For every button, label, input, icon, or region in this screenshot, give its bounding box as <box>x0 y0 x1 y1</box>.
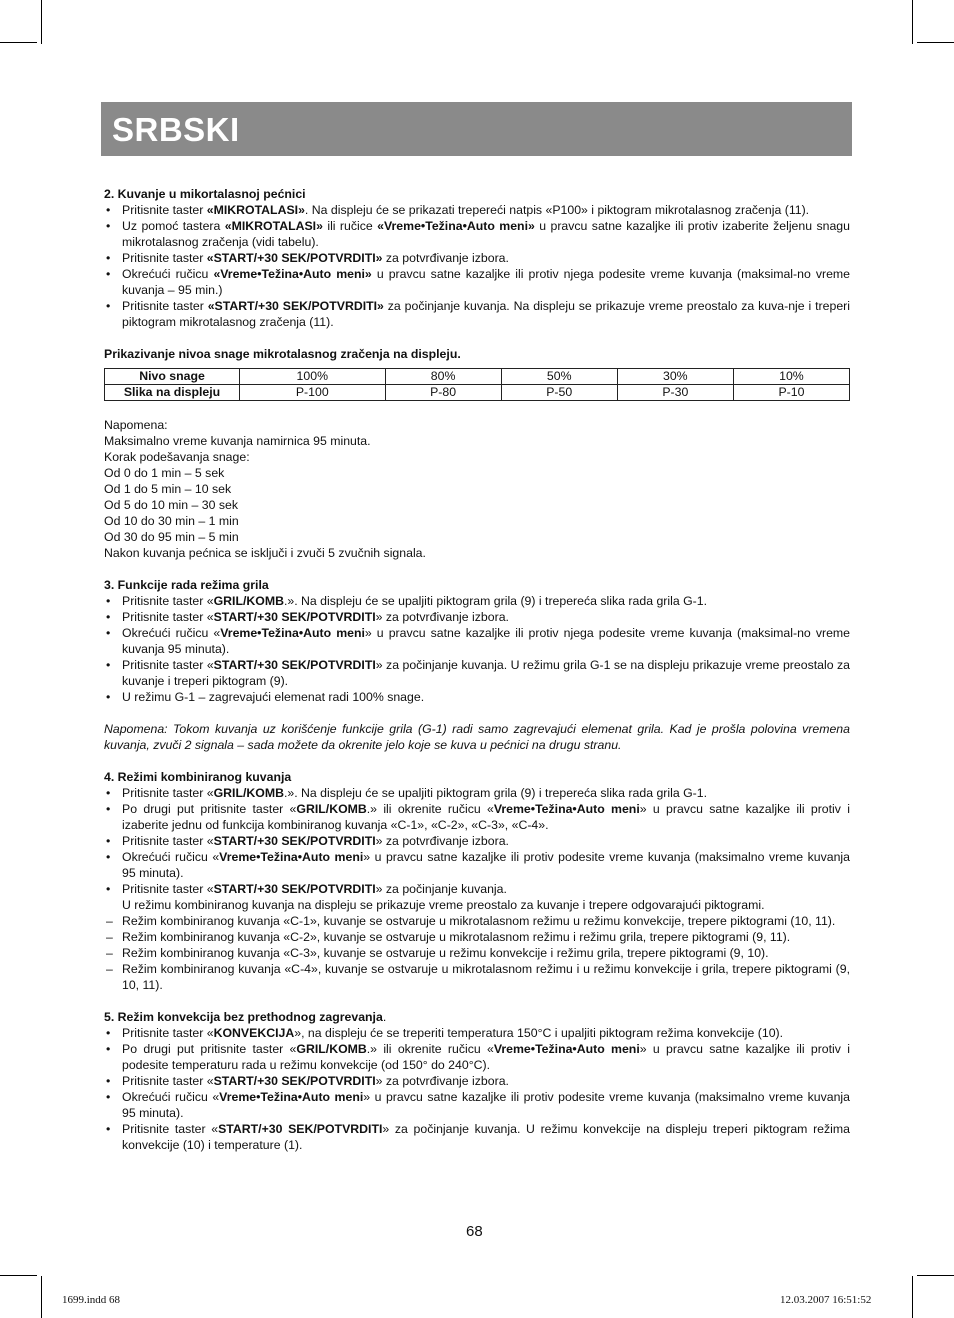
control-name: START/+30 SEK/POTVRDITI <box>213 658 376 672</box>
notes-block <box>104 417 850 561</box>
list-item <box>104 961 850 993</box>
list-item <box>104 945 850 961</box>
item-text: Pritisnite taster <box>122 299 208 313</box>
item-text: . Na displeju će se prikazati trepereći natpis «P100» i piktogram mikrotalasnog zračenja (11). <box>304 203 810 217</box>
grill-note: Napomena: Tokom kuvanja uz korišćenje funkcije grila (G-1) radi samo zagrevajući elemenat grila. Kad je prošla polovina vremena kuvanja, zvuči 2 signala – sada možete da okrenite jelo koje se kuva u pećnici na drugu stranu. <box>104 722 850 752</box>
item-text: » u pravcu satne kazaljke ili protiv podesite vreme kuvanja (maksimalno vreme kuvanja 95 minuta). <box>122 1090 850 1120</box>
bullet-marker: • <box>106 594 111 608</box>
crop-mark <box>0 1275 37 1276</box>
list-item <box>104 881 850 897</box>
list-item <box>104 1025 850 1041</box>
bullet-list <box>104 593 850 705</box>
control-name: Vreme•Težina•Auto meni <box>220 626 365 640</box>
list-item <box>104 218 850 250</box>
bullet-marker: • <box>106 1042 111 1056</box>
bullet-marker: • <box>106 299 111 313</box>
control-name: «Vreme•Težina•Auto meni» <box>213 267 372 281</box>
crop-mark <box>41 1276 42 1318</box>
list-item <box>104 298 850 330</box>
item-text: » u pravcu satne kazaljke ili protiv podesite vreme kuvanja (maksimalno vreme kuvanja 95 minuta). <box>122 850 850 880</box>
bullet-marker: • <box>106 1074 111 1088</box>
control-name: START/+30 SEK/POTVRDITI <box>213 1074 376 1088</box>
item-text: » u pravcu satne kazaljke ili protiv i podesite temperaturu rada u režimu konvekcije (od 150° do 240°C). <box>122 1042 850 1072</box>
bullet-marker: • <box>106 850 111 864</box>
list-item <box>104 266 850 298</box>
item-text: Okrećući ručicu <box>122 267 214 281</box>
note-line: Napomena: <box>104 418 168 432</box>
list-item <box>104 849 850 881</box>
control-name: Vreme•Težina•Auto meni <box>493 802 640 816</box>
table-cell: 100% <box>240 369 386 385</box>
timestamp: 12.03.2007 16:51:52 <box>780 1294 872 1306</box>
item-text: Režim kombiniranog kuvanja «C-2», kuvanje se ostvaruje u mikrotalasnom režimu i režimu grila, trepere piktogrami (9, 11). <box>122 930 791 944</box>
list-item <box>104 1089 850 1121</box>
control-name: START/+30 SEK/POTVRDITI <box>218 1122 383 1136</box>
section-title: 3. Funkcije rada režima grila <box>104 578 269 592</box>
control-name: «START/+30 SEK/POTVRDITI» <box>207 299 384 313</box>
list-item <box>104 1121 850 1153</box>
item-text: » za počinjanje kuvanja. U režimu konvekcije na displeju treperi piktogram režima konvekcije (10) i temperature (1). <box>122 1122 850 1152</box>
control-name: Vreme•Težina•Auto meni <box>493 1042 640 1056</box>
item-text: U režimu G-1 – zagrevajući elemenat radi 100% snage. <box>122 690 425 704</box>
list-item <box>104 929 850 945</box>
item-text: Uz pomoć tastera <box>122 219 225 233</box>
control-name: GRIL/KOMB <box>213 594 284 608</box>
list-item <box>104 801 850 833</box>
item-text: Pritisnite taster <box>122 203 207 217</box>
crop-mark <box>41 0 42 44</box>
note-line: Od 10 do 30 min – 1 min <box>104 514 239 528</box>
crop-mark <box>917 1275 954 1276</box>
control-name: Vreme•Težina•Auto meni <box>219 1090 364 1104</box>
section-title: 2. Kuvanje u mikortalasnoj pećnici <box>104 187 306 201</box>
table-cell: P-10 <box>733 385 849 401</box>
list-item <box>104 897 850 913</box>
item-text: u pravcu satne kazaljke ili protiv izaberite željenu snagu mikrotalasnog zračenja (vidi tabelu). <box>122 219 850 249</box>
table-cell: P-100 <box>240 385 386 401</box>
crop-mark <box>912 0 913 44</box>
item-text: » u pravcu satne kazaljke ili protiv njega podesite vreme kuvanja (maksimal-no vreme kuvanja 95 minuta). <box>122 626 850 656</box>
table-row <box>105 369 850 385</box>
table-cell: 80% <box>385 369 501 385</box>
bullet-marker: • <box>106 610 111 624</box>
note-line: Od 30 do 95 min – 5 min <box>104 530 239 544</box>
item-text: Režim kombiniranog kuvanja «C-4», kuvanje se ostvaruje u mikrotalasnom režimu i u režimu konvekcije i grila, trepere piktogrami (9, 10, 11). <box>122 962 850 992</box>
list-item <box>104 625 850 657</box>
item-text: Okrećući ručicu « <box>122 850 220 864</box>
item-text: Pritisnite taster « <box>122 1074 214 1088</box>
section-title: 5. Režim konvekcija bez prethodnog zagrevanja <box>104 1010 383 1024</box>
control-name: START/+30 SEK/POTVRDITI <box>213 882 376 896</box>
bullet-marker: • <box>106 1122 111 1136</box>
list-item <box>104 785 850 801</box>
table-cell: 30% <box>617 369 733 385</box>
item-text: Pritisnite taster « <box>122 594 214 608</box>
item-text: » za počinjanje kuvanja. U režimu grila G-1 se na displeju prikazuje vreme preostalo za kuvanje i treperi piktogram (9). <box>122 658 850 688</box>
bullet-marker: • <box>106 219 111 233</box>
bullet-list <box>104 202 850 330</box>
table-row <box>105 385 850 401</box>
bullet-marker: • <box>106 802 111 816</box>
power-table-body <box>105 369 850 401</box>
list-item <box>104 1041 850 1073</box>
dash-marker: – <box>106 946 113 960</box>
item-text: Režim kombiniranog kuvanja «C-1», kuvanje se ostvaruje u mikrotalasnom režimu u režimu konvekcije, trepere piktogrami (10, 11). <box>122 914 836 928</box>
item-text: », na displeju će se treperiti temperatura 150°C i upaljiti piktogram režima konvekcije (10). <box>294 1026 784 1040</box>
item-text: Pritisnite taster « <box>122 786 214 800</box>
item-text: » za počinjanje kuvanja. <box>375 882 507 896</box>
page-title: SRBSKI <box>112 111 240 148</box>
bullet-marker: • <box>106 267 111 281</box>
language-header <box>101 102 852 156</box>
item-text: » za potvrđivanje izbora. <box>375 610 509 624</box>
item-text: .» ili okrenite ručicu « <box>366 802 494 816</box>
list-item <box>104 913 850 929</box>
title-suffix: . <box>382 1010 387 1024</box>
page-number: 68 <box>466 1223 483 1240</box>
bullet-marker: • <box>106 786 111 800</box>
control-name: Vreme•Težina•Auto meni <box>219 850 364 864</box>
crop-mark <box>917 42 954 43</box>
control-name: «Vreme•Težina•Auto meni» <box>377 219 535 233</box>
document-body <box>104 186 850 1153</box>
note-line: Korak podešavanja snage: <box>104 450 250 464</box>
bullet-marker: • <box>106 203 111 217</box>
bullet-marker: • <box>106 882 111 896</box>
control-name: «MIKROTALASI» <box>224 219 323 233</box>
control-name: «MIKROTALASI» <box>206 203 305 217</box>
item-text: .» ili okrenite ručicu « <box>366 1042 494 1056</box>
table-cell: 10% <box>733 369 849 385</box>
note-line: Od 5 do 10 min – 30 sek <box>104 498 238 512</box>
bullet-list <box>104 1025 850 1153</box>
bullet-marker: • <box>106 1026 111 1040</box>
item-text: Režim kombiniranog kuvanja «C-3», kuvanje se ostvaruje u režimu konvekcije i režimu grila, trepere piktogrami (9, 10). <box>122 946 769 960</box>
item-text: Pritisnite taster « <box>122 1122 219 1136</box>
note-line: Nakon kuvanja pećnica se isključi i zvuči 5 zvučnih signala. <box>104 546 426 560</box>
crop-mark <box>0 42 37 43</box>
item-text: Po drugi put pritisnite taster « <box>122 802 297 816</box>
item-text: Pritisnite taster <box>122 251 207 265</box>
table-title: Prikazivanje nivoa snage mikrotalasnog zračenja na displeju. <box>104 347 461 361</box>
crop-mark <box>912 1276 913 1318</box>
dash-marker: – <box>106 962 113 976</box>
control-name: START/+30 SEK/POTVRDITI <box>213 610 376 624</box>
list-item <box>104 657 850 689</box>
item-text: Pritisnite taster « <box>122 882 214 896</box>
bullet-marker: • <box>106 690 111 704</box>
bullet-marker: • <box>106 834 111 848</box>
bullet-list <box>104 785 850 993</box>
section-title-wrap <box>104 1009 850 1025</box>
item-text: .». Na displeju će se upaljiti piktogram grila (9) i trepereća slika rada grila G-1. <box>283 594 708 608</box>
item-text: .». Na displeju će se upaljiti piktogram grila (9) i trepereća slika rada grila G-1. <box>283 786 708 800</box>
item-text: ili ručice <box>322 219 378 233</box>
table-cell: 50% <box>501 369 617 385</box>
bullet-marker: • <box>106 658 111 672</box>
control-name: GRIL/KOMB <box>296 1042 367 1056</box>
item-text: za potvrđivanje izbora. <box>382 251 509 265</box>
control-name: «START/+30 SEK/POTVRDITI» <box>206 251 383 265</box>
list-item <box>104 250 850 266</box>
control-name: KONVEKCIJA <box>213 1026 295 1040</box>
dash-marker: – <box>106 930 113 944</box>
table-cell: P-50 <box>501 385 617 401</box>
section-title: 4. Režimi kombiniranog kuvanja <box>104 770 292 784</box>
item-text: Okrećući ručicu « <box>122 1090 220 1104</box>
note-line: Od 1 do 5 min – 10 sek <box>104 482 232 496</box>
table-cell: P-80 <box>385 385 501 401</box>
bullet-marker: • <box>106 626 111 640</box>
item-text: Pritisnite taster « <box>122 658 214 672</box>
bullet-marker: • <box>106 251 111 265</box>
list-item <box>104 593 850 609</box>
item-text: u pravcu satne kazaljke ili protiv njega podesite vreme kuvanja (maksimal-no vreme kuvanja – 95 min.) <box>122 267 851 297</box>
item-text: Pritisnite taster « <box>122 834 214 848</box>
list-item <box>104 833 850 849</box>
item-text: za počinjanje kuvanja. Na displeju se prikazuje vreme preostalo za kuva-nje i treperi piktogram mikrotalasnog zračenja (11). <box>122 299 850 329</box>
bullet-marker: • <box>106 1090 111 1104</box>
power-level-table <box>104 368 850 401</box>
list-item <box>104 1073 850 1089</box>
item-text: » za potvrđivanje izbora. <box>375 834 509 848</box>
item-text: » za potvrđivanje izbora. <box>375 1074 509 1088</box>
file-info: 1699.indd 68 <box>62 1294 121 1306</box>
control-name: GRIL/KOMB <box>296 802 367 816</box>
item-text: Okrećući ručicu « <box>122 626 221 640</box>
item-text: » u pravcu satne kazaljke ili protiv i izaberite jednu od funkcija kombiniranog kuvanja «C-1», «C-2», «C-3», «C-4». <box>122 802 850 832</box>
control-name: START/+30 SEK/POTVRDITI <box>213 834 376 848</box>
control-name: GRIL/KOMB <box>213 786 284 800</box>
row-header: Nivo snage <box>105 369 240 385</box>
table-cell: P-30 <box>617 385 733 401</box>
item-text: Pritisnite taster « <box>122 610 214 624</box>
dash-marker: – <box>106 914 113 928</box>
list-item <box>104 202 850 218</box>
item-text: Pritisnite taster « <box>122 1026 214 1040</box>
note-line: Maksimalno vreme kuvanja namirnica 95 minuta. <box>104 434 371 448</box>
row-header: Slika na displeju <box>105 385 240 401</box>
item-text: U režimu kombiniranog kuvanja na displeju se prikazuje vreme preostalo za kuvanje i trepere odgovarajući piktogrami. <box>122 898 765 912</box>
item-text: Po drugi put pritisnite taster « <box>122 1042 297 1056</box>
note-line: Od 0 do 1 min – 5 sek <box>104 466 225 480</box>
list-item <box>104 689 850 705</box>
list-item <box>104 609 850 625</box>
